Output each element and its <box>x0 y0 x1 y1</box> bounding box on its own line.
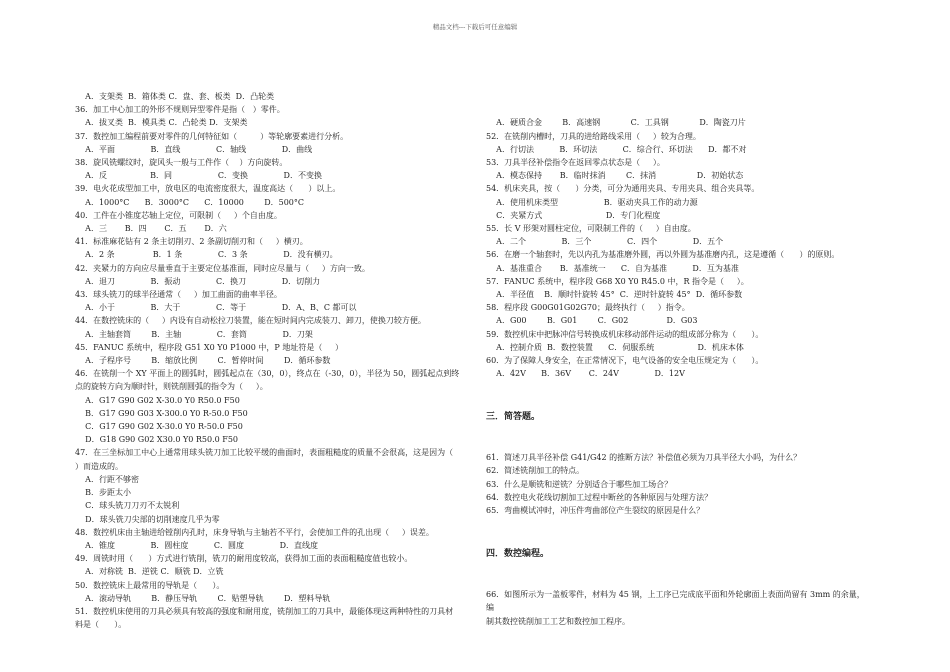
question-line: A．硬质合金 B．高速钢 C．工具钢 D．陶瓷刀片 <box>486 118 746 128</box>
short-answer-question: 65．弯曲模试冲时，冲压件弯曲部位产生裂纹的原因是什么？ <box>486 506 705 516</box>
question-line: C．夹紧方式 D．专门化程度 <box>486 210 661 220</box>
question-line: 56．在磨一个轴套时，先以内孔为基准磨外圆，再以外圆为基准磨内孔，这是遵循（ ）的原则。 <box>486 250 840 260</box>
question-line: A．2 条 B．1 条 C．3 条 D．没有横刃。 <box>75 250 338 260</box>
question-line: D．G18 G90 G02 X30.0 Y0 R50.0 F50 <box>75 435 238 445</box>
question-line: A．模态保持 B．临时抹消 C．抹消 D．初始状态 <box>486 171 744 181</box>
question-line: 58．程序段 G00G01G02G70；最终执行（ ）指令。 <box>486 303 690 313</box>
left-column <box>75 90 473 631</box>
short-answer-question: 62．简述铣削加工的特点。 <box>486 466 585 476</box>
short-answer-question: 63．什么是顺铣和逆铣？分别适合于哪些加工场合？ <box>486 479 673 489</box>
question-line: A．使用机床类型 B．驱动夹具工作的动力源 <box>486 197 698 207</box>
question-line: B．步距太小 <box>75 488 132 498</box>
question-line: A．半径值 B．顺时针旋转 45° C．逆时针旋转 45° D．循环参数 <box>486 290 743 300</box>
question-line: A．小于 B．大于 C．等于 D．A、B、C 都可以 <box>75 303 357 313</box>
question-line: 45．FANUC 系统中，程序段 G51 X0 Y0 P1000 中，P 地址符是（ ） <box>75 342 344 352</box>
question-line: 50．数控铣床上最常用的导轨是（ ）。 <box>75 580 225 590</box>
question-line: A．控制介质 B．数控装置 C．伺服系统 D．机床本体 <box>486 342 744 352</box>
question-line: A．反 B．同 C．变换 D．不变换 <box>75 171 322 181</box>
right-question-list <box>486 116 866 380</box>
page-header: 精品文档---下载后可任意编辑 <box>432 23 518 31</box>
right-column <box>486 90 866 641</box>
short-answer-question: 64．数控电火花线切割加工过程中断丝的各种原因与处理方法？ <box>486 492 713 502</box>
question-line: 60．为了保障人身安全，在正常情况下，电气设备的安全电压规定为（ ）。 <box>486 356 764 366</box>
programming-question: 制其数控铣削加工工艺和数控加工程序。 <box>486 616 630 626</box>
question-line: A．滚动导轨 B．静压导轨 C．贴塑导轨 D．塑料导轨 <box>75 593 331 603</box>
short-answer-question: 61．简述刀具半径补偿 G41/G42 的推断方法？补偿值必须为刀具半径大小吗，为什么？ <box>486 453 802 463</box>
question-line: A．G17 G90 G02 X-30.0 Y0 R50.0 F50 <box>75 395 240 405</box>
section-4-title: 四．数控编程。 <box>486 548 550 559</box>
question-line: 41．标准麻花钻有 2 条主切削刃、2 条副切削刃和（ ）横刃。 <box>75 237 308 247</box>
question-line: C．球头铣刀刀刃不太锐利 <box>75 501 180 511</box>
question-line: 47．在三坐标加工中心上通常用球头铣刀加工比较平缓的曲面时，表面粗糙度的质量不会很高，这是因为（ <box>75 448 454 458</box>
question-line: 59．数控机床中把脉冲信号转换成机床移动部件运动的组成部分称为（ ）。 <box>486 329 764 339</box>
question-line: 49．周铣时用（ ）方式进行铣削，铣刀的耐用度较高，获得加工面的表面粗糙度值也较小。 <box>75 554 413 564</box>
question-line: A．平面 B．直线 C．轴线 D．曲线 <box>75 144 313 154</box>
question-line: B．G17 G90 G03 X-300.0 Y0 R-50.0 F50 <box>75 408 248 418</box>
question-line: 43．球头铣刀的球半径通常（ ）加工曲面的曲率半径。 <box>75 290 282 300</box>
question-line: A．主轴套筒 B．主轴 C．套筒 D．刀架 <box>75 329 313 339</box>
question-line: A．子程序号 B．缩放比例 C．暂停时间 D．循环参数 <box>75 356 331 366</box>
section-3-list <box>486 451 866 517</box>
question-line: A．1000°C B．3000°C C．10000 D．500°C <box>75 197 305 207</box>
question-line: 42．夹紧力的方向应尽量垂直于主要定位基准面，同时应尽量与（ ）方向一致。 <box>75 263 370 273</box>
question-line: A．行切法 B．环切法 C．综合行、环切法 D．都不对 <box>486 144 747 154</box>
question-line: A．支架类 B．箱体类 C．盘、套、板类 D．凸轮类 <box>75 92 275 101</box>
question-line: 料是（ ）。 <box>75 620 127 630</box>
question-line: A．退刀 B．振动 C．换刀 D．切削力 <box>75 276 321 286</box>
question-line: 52．在铣削内槽时，刀具的进给路线采用（ ）较为合理。 <box>486 131 701 141</box>
question-line: A．行距不够密 <box>75 474 139 484</box>
question-line: 点的旋转方向为顺时针，则铣削圆弧的指令为（ ）。 <box>75 382 268 392</box>
question-line: 36．加工中心加工的外形不规则异型零件是指（ ）零件。 <box>75 105 285 115</box>
question-line: A．基准重合 B．基准统一 C．自为基准 D．互为基准 <box>486 263 739 273</box>
question-line: 38．旋风铣螺纹时，旋风头一般与工件作（ ）方向旋转。 <box>75 158 288 168</box>
question-line: 57．FANUC 系统中，程序段 G68 X0 Y0 R45.0 中，R 指令是（ ）。 <box>486 276 749 286</box>
question-line: A．三 B．四 C．五 D．六 <box>75 224 227 234</box>
question-line: 53．刀具半径补偿指令在返回零点状态是（ ）。 <box>486 158 665 168</box>
question-line: A．42V B．36V C．24V D．12V <box>486 369 685 379</box>
question-line: A．二个 B．三个 C．四个 D．五个 <box>486 237 724 247</box>
question-line: 40．工件在小锥度芯轴上定位，可限制（ ）个自由度。 <box>75 210 282 220</box>
question-line: 48．数控机床由主轴进给镗削内孔时，床身导轨与主轴若不平行，会使加工件的孔出现（ ）误差。 <box>75 527 434 537</box>
question-line: 44．在数控铣床的（ ）内设有自动松拉刀装置，能在短时间内完成装刀、卸刀，使换刀较方便。 <box>75 316 426 326</box>
question-line: C．G17 G90 G02 X-30.0 Y0 R-50.0 F50 <box>75 422 243 432</box>
question-line: 46．在铣削一个 XY 平面上的圆弧时，圆弧起点在（30，0），终点在（-30，0），半径为 50，圆弧起点到终 <box>75 369 460 379</box>
question-line: A．对称铣 B．逆铣 C．顺铣 D．立铣 <box>75 567 224 577</box>
section-3-title: 三．简答题。 <box>486 411 541 422</box>
question-line: 51．数控机床使用的刀具必须具有较高的强度和耐用度，铣削加工的刀具中，最能体现这两种特性的刀具材 <box>75 606 454 616</box>
question-line: 54．机床夹具，按（ ）分类，可分为通用夹具、专用夹具、组合夹具等。 <box>486 184 760 194</box>
question-line: A．锥度 B．圆柱度 C．圆度 D．直线度 <box>75 540 318 550</box>
question-line: 55．长 V 形架对圆柱定位，可限制工件的（ ）自由度。 <box>486 224 696 234</box>
section-4-list <box>486 588 866 628</box>
question-line: A．拔叉类 B．模具类 C．凸轮类 D．支架类 <box>75 118 248 128</box>
question-line: 37．数控加工编程前要对零件的几何特征如（ ）等轮廓要素进行分析。 <box>75 131 349 141</box>
question-line: 39．电火花成型加工中，放电区的电流密度很大，温度高达（ ）以上。 <box>75 184 341 194</box>
programming-question: 66．如图所示为一盖板零件，材料为 45 钢，上工序已完成底平面和外轮廓面上表面尚留有 3mm 的余量，编 <box>486 590 865 613</box>
question-line: A．G00 B．G01 C．G02 D．G03 <box>486 316 698 326</box>
question-line: ）而造成的。 <box>75 461 123 471</box>
question-line: D．球头铣刀尖部的切削速度几乎为零 <box>75 514 220 524</box>
